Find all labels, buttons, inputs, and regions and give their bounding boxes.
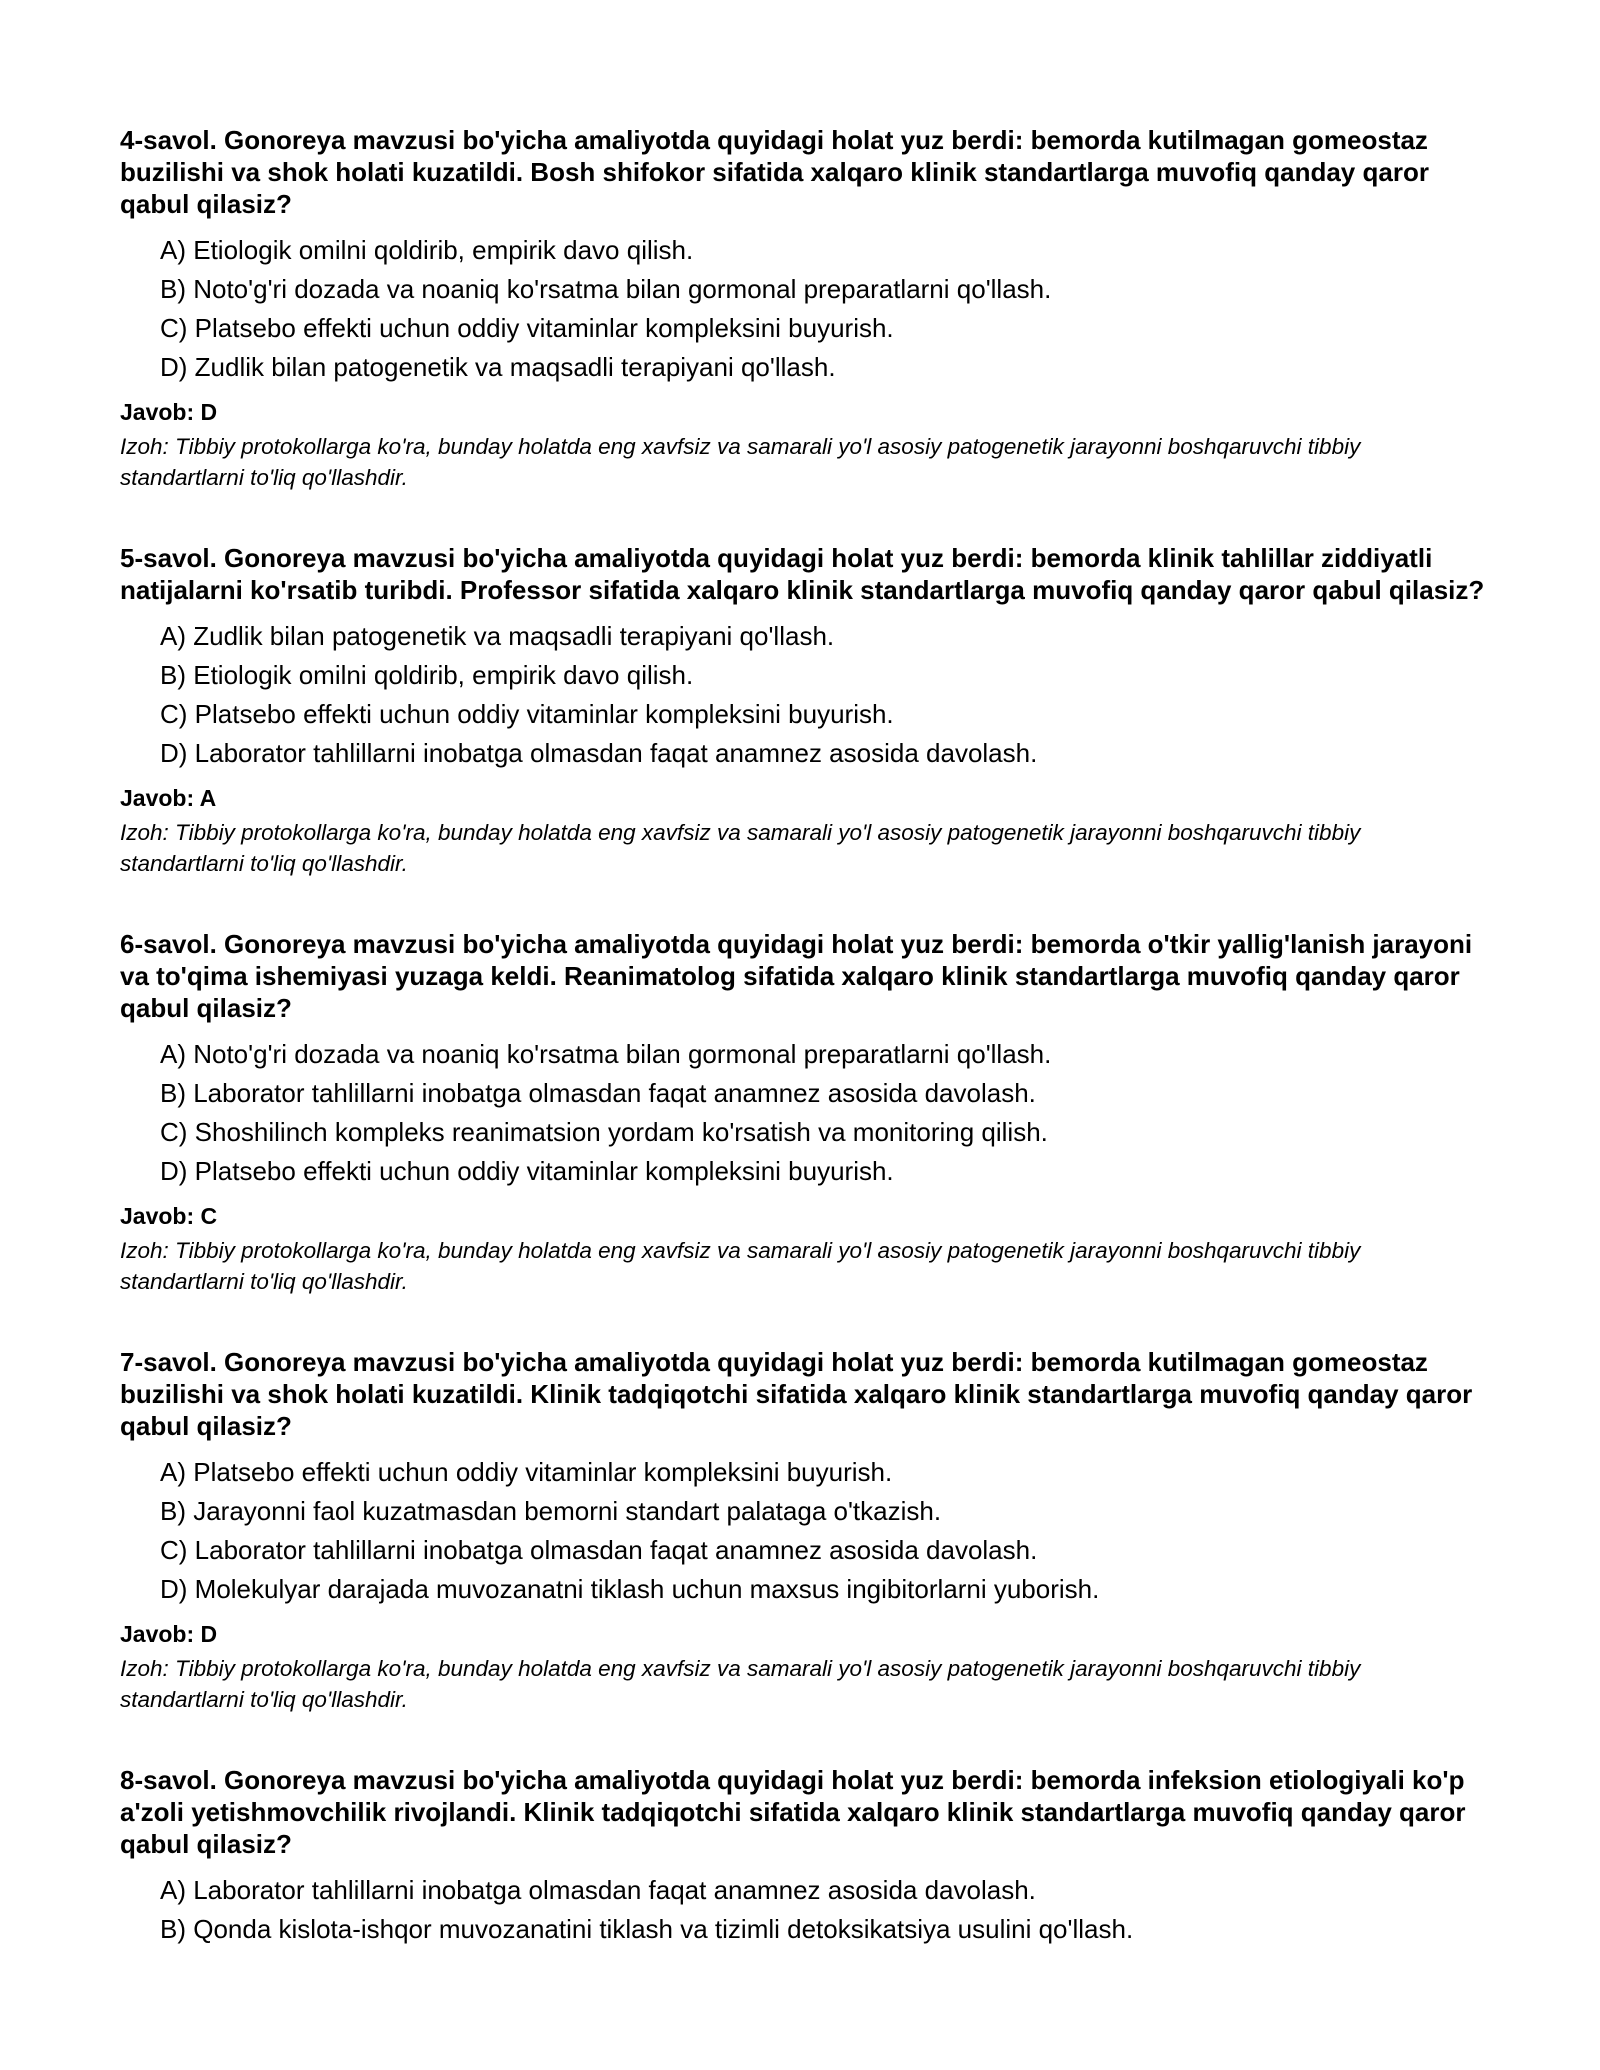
option-a: A) Noto'g'ri dozada va noaniq ko'rsatma bilan gormonal preparatlarni qo'llash. [160,1039,1052,1069]
option-b: B) Noto'g'ri dozada va noaniq ko'rsatma bilan gormonal preparatlarni qo'llash. [160,274,1052,304]
explanation-note: Izoh: Tibbiy protokollarga ko'ra, bunday holatda eng xavfsiz va samarali yo'l asosiy patogenetik jarayonni boshqaruvchi tibbiy standartlarni to'liq qo'llashdir. [120,434,1361,490]
answer-label: Javob: C [120,1203,218,1229]
question-block-7 [120,1346,1490,1715]
answer-label: Javob: A [120,785,217,811]
option-d: D) Platsebo effekti uchun oddiy vitaminlar kompleksini buyurish. [160,1156,894,1186]
option-d: D) Molekulyar darajada muvozanatni tiklash uchun maxsus ingibitorlarni yuborish. [160,1574,1100,1604]
option-c: C) Platsebo effekti uchun oddiy vitaminlar kompleksini buyurish. [160,699,894,729]
question-title: 4-savol. Gonoreya mavzusi bo'yicha amaliyotda quyidagi holat yuz berdi: bemorda kutilmagan gomeostaz buzilishi va shok holati kuzatildi. Bosh shifokor sifatida xalqaro klinik standartlarga muvofiq qanday qaror qabul qilasiz? [120,125,1429,219]
option-b: B) Jarayonni faol kuzatmasdan bemorni standart palataga o'tkazish. [160,1496,942,1526]
explanation-note: Izoh: Tibbiy protokollarga ko'ra, bunday holatda eng xavfsiz va samarali yo'l asosiy patogenetik jarayonni boshqaruvchi tibbiy standartlarni to'liq qo'llashdir. [120,1656,1361,1712]
option-a: A) Laborator tahlillarni inobatga olmasdan faqat anamnez asosida davolash. [160,1875,1036,1905]
options-list [120,1035,1490,1191]
option-b: B) Etiologik omilni qoldirib, empirik davo qilish. [160,660,694,690]
answer-label: Javob: D [120,399,218,425]
option-d: D) Zudlik bilan patogenetik va maqsadli terapiyani qo'llash. [160,352,836,382]
question-title: 6-savol. Gonoreya mavzusi bo'yicha amaliyotda quyidagi holat yuz berdi: bemorda o'tkir yallig'lanish jarayoni va to'qima ishemiyasi yuzaga keldi. Reanimatolog sifatida xalqaro klinik standartlarga muvofiq qanday qaror qabul qilasiz? [120,929,1473,1023]
option-c: C) Shoshilinch kompleks reanimatsion yordam ko'rsatish va monitoring qilish. [160,1117,1048,1147]
question-title: 5-savol. Gonoreya mavzusi bo'yicha amaliyotda quyidagi holat yuz berdi: bemorda klinik tahlillar ziddiyatli natijalarni ko'rsatib turibdi. Professor sifatida xalqaro klinik standartlarga muvofiq qanday qaror qabul qilasiz? [120,543,1485,605]
question-title: 7-savol. Gonoreya mavzusi bo'yicha amaliyotda quyidagi holat yuz berdi: bemorda kutilmagan gomeostaz buzilishi va shok holati kuzatildi. Klinik tadqiqotchi sifatida xalqaro klinik standartlarga muvofiq qanday qaror qabul qilasiz? [120,1347,1473,1441]
option-d: D) Laborator tahlillarni inobatga olmasdan faqat anamnez asosida davolash. [160,738,1038,768]
option-c: C) Platsebo effekti uchun oddiy vitaminlar kompleksini buyurish. [160,313,894,343]
question-title: 8-savol. Gonoreya mavzusi bo'yicha amaliyotda quyidagi holat yuz berdi: bemorda infeksion etiologiyali ko'p a'zoli yetishmovchilik rivojlandi. Klinik tadqiqotchi sifatida xalqaro klinik standartlarga muvofiq qanday qaror qabul qilasiz? [120,1765,1466,1859]
explanation-note: Izoh: Tibbiy protokollarga ko'ra, bunday holatda eng xavfsiz va samarali yo'l asosiy patogenetik jarayonni boshqaruvchi tibbiy standartlarni to'liq qo'llashdir. [120,820,1361,876]
explanation-note: Izoh: Tibbiy protokollarga ko'ra, bunday holatda eng xavfsiz va samarali yo'l asosiy patogenetik jarayonni boshqaruvchi tibbiy standartlarni to'liq qo'llashdir. [120,1238,1361,1294]
answer-label: Javob: D [120,1621,218,1647]
option-c: C) Laborator tahlillarni inobatga olmasdan faqat anamnez asosida davolash. [160,1535,1038,1565]
options-list [120,617,1490,773]
question-block-8 [120,1764,1490,1949]
option-a: A) Platsebo effekti uchun oddiy vitaminlar kompleksini buyurish. [160,1457,893,1487]
options-list [120,231,1490,387]
document-page [120,124,1490,1949]
question-block-4 [120,124,1490,493]
options-list [120,1453,1490,1609]
option-b: B) Laborator tahlillarni inobatga olmasdan faqat anamnez asosida davolash. [160,1078,1036,1108]
question-block-6 [120,928,1490,1297]
question-block-5 [120,542,1490,879]
option-b: B) Qonda kislota-ishqor muvozanatini tiklash va tizimli detoksikatsiya usulini qo'llash. [160,1914,1134,1944]
options-list [120,1871,1490,1949]
option-a: A) Zudlik bilan patogenetik va maqsadli terapiyani qo'llash. [160,621,835,651]
option-a: A) Etiologik omilni qoldirib, empirik davo qilish. [160,235,694,265]
